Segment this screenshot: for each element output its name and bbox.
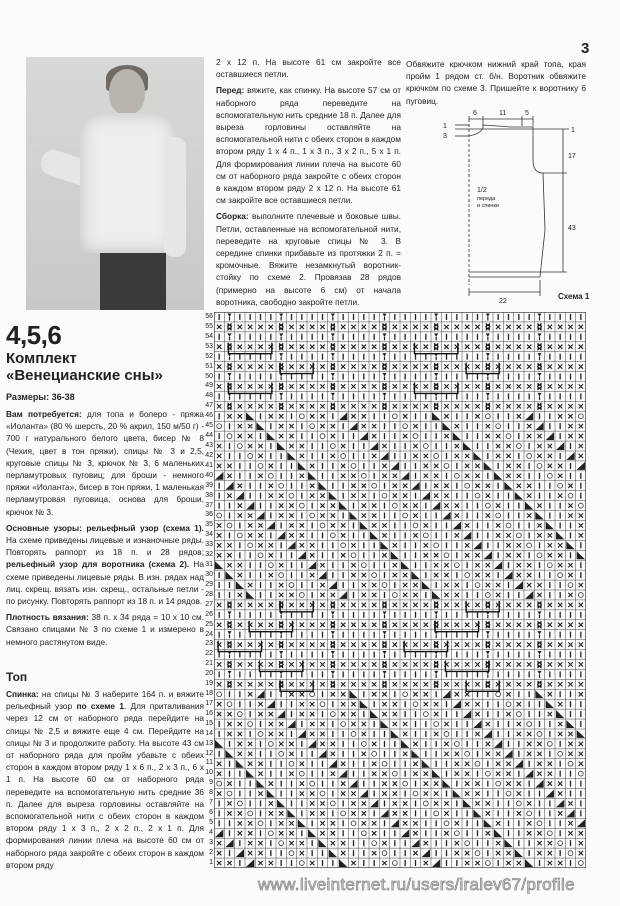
chart-row-label: 3 <box>209 838 213 846</box>
chart-row-label: 22 <box>205 650 213 658</box>
scheme-label: Схема 1 <box>558 292 590 301</box>
chart-row-label: 26 <box>205 610 213 618</box>
chart-row-label: 54 <box>205 332 213 340</box>
chart-row-label: 23 <box>205 640 213 648</box>
chart-row-label: 16 <box>205 709 213 717</box>
chart-row-label: 9 <box>209 779 213 787</box>
model-photo <box>26 57 204 310</box>
back-paragraph <box>6 688 204 871</box>
chart-row-label: 45 <box>205 422 213 430</box>
chart-row-label: 55 <box>205 322 213 330</box>
sizes-label: Размеры: 36-38 <box>6 392 75 402</box>
dim-shoulder-width: 11 <box>499 110 507 117</box>
chart-row-label: 48 <box>205 392 213 400</box>
assembly-label: Сборка: <box>216 211 249 222</box>
collar-label: рельефный узор для воротника (схема 2). <box>6 559 190 570</box>
chart-row-label: 7 <box>209 799 213 807</box>
left-column-bottom <box>6 688 204 875</box>
photo-head <box>109 69 145 115</box>
section-heading-top: Топ <box>6 670 28 684</box>
materials-text: для топа и болеро - пряжа «Иоланта» (80 % шерсть, 20 % акрил, 150 м/50 г) - 700 г натурального белого цвета, бисер № 8 (Чехия, цвет в тон пряжи), спицы № 3 и 2,5, круговые спицы № 3, крючок № 3, 6 маленьких перламутровых пуговиц; для броши - немного пряжи «Иоланта», бисер в тон пряжи, 1 маленькая перламутровая пуговица, основа для броши, крючок № 3. <box>6 409 204 517</box>
patterns-text: На схеме приведены лицевые и изнаночные ряды. Повторять раппорт из 18 п. и 28 рядов; <box>6 535 204 558</box>
photo-arm-right <box>164 137 186 257</box>
knitting-chart-grid <box>214 312 586 868</box>
front-label: Перед: <box>216 85 245 96</box>
page-number: 3 <box>581 40 590 57</box>
chart-row-label: 20 <box>205 670 213 678</box>
chart-row-label: 47 <box>205 402 213 410</box>
chart-row-label: 28 <box>205 590 213 598</box>
schematic-drawing <box>425 100 620 310</box>
chart-row-label: 11 <box>205 759 213 767</box>
back-continued: 2 х 12 п. На высоте 61 см закройте все оставшиеся петли. <box>216 57 401 80</box>
back-label: Спинка: <box>6 689 39 699</box>
chart-row-label: 1 <box>209 858 213 866</box>
dim-right-top: 1 <box>571 127 575 134</box>
chart-row-label: 4 <box>209 828 213 836</box>
chart-row-label: 13 <box>205 739 213 747</box>
watermark: www.liveinternet.ru/users/iralev67/profile <box>258 875 575 894</box>
chart-row-label: 15 <box>205 719 213 727</box>
chart-row-label: 25 <box>205 620 213 628</box>
dim-neck-width: 6 <box>473 110 477 117</box>
chart-row-label: 49 <box>205 382 213 390</box>
assembly-paragraph <box>216 210 401 308</box>
chart-row-label: 32 <box>205 551 213 559</box>
chart-row-label: 40 <box>205 471 213 479</box>
title-line-2: «Венецианские сны» <box>6 367 163 384</box>
back-text-1: на спицы № 3 наберите 164 п. и вяжите рельефный узор <box>6 689 204 712</box>
gauge-label: Плотность вязания: <box>6 612 89 623</box>
patterns-paragraph <box>6 522 204 607</box>
chart-row-label: 38 <box>205 491 213 499</box>
chart-row-label: 52 <box>205 352 213 360</box>
chart-row-label: 51 <box>205 362 213 370</box>
chart-row-label: 36 <box>205 511 213 519</box>
chart-row-label: 12 <box>205 749 213 757</box>
chart-row-label: 29 <box>205 580 213 588</box>
knitting-chart <box>214 312 586 868</box>
chart-row-label: 5 <box>209 819 213 827</box>
chart-row-label: 56 <box>205 313 213 320</box>
chart-row-label: 35 <box>205 521 213 529</box>
dim-body-height: 43 <box>568 225 576 232</box>
dim-neck-depth: 3 <box>443 133 447 140</box>
photo-sweater <box>80 113 176 253</box>
chart-row-label: 19 <box>205 680 213 688</box>
chart-row-label: 10 <box>205 769 213 777</box>
chart-row-label: 50 <box>205 372 213 380</box>
assembly-text: выполните плечевые и боковые швы. Петли, оставленные на вспомогательной нити, переведите на круговые спицы № 3. В середине спинки прибавьте из протяжки 2 п. = кромочные. Вяжите незамкнутый воротник-стойку по схеме 2. Провязав 28 рядов (примерно на высоте 6 см) от начала воротника, свободно закройте петли. <box>216 211 401 307</box>
chart-row-label: 39 <box>205 481 213 489</box>
finishing-text: Обвяжите крючком нижний край топа, края пройм 1 рядом ст. б/н. Воротник обвяжите крючком по схеме 3. Пришейте к воротнику 6 пуговиц. <box>406 59 586 106</box>
chart-row-label: 24 <box>205 630 213 638</box>
title-line-1: Комплект <box>6 350 77 367</box>
chart-row-label: 43 <box>205 441 213 449</box>
chart-row-label: 2 <box>209 848 213 856</box>
chart-row-label: 42 <box>205 451 213 459</box>
left-column-top <box>6 408 204 652</box>
chart-row-label: 21 <box>205 660 213 668</box>
back-scheme-ref: по схеме 1 <box>76 701 124 712</box>
piece-label-2: переда <box>477 196 496 202</box>
dim-left-top: 1 <box>443 123 447 130</box>
gauge-paragraph <box>6 611 204 648</box>
photo-trousers <box>100 253 166 310</box>
gauge-text: 38 п. х 34 ряда = 10 х 10 см. Связано спицами № 3 по схеме 1 и измерено в немного растянутом виде. <box>6 612 205 647</box>
chart-row-label: 37 <box>205 501 213 509</box>
model-numbers: 4,5,6 <box>6 320 62 350</box>
article-title <box>6 350 163 384</box>
dim-armhole-width: 5 <box>525 110 529 117</box>
chart-row-label: 44 <box>205 432 213 440</box>
chart-row-label: 41 <box>205 461 213 469</box>
chart-row-label: 14 <box>205 729 213 737</box>
chart-row-label: 8 <box>209 789 213 797</box>
back-text-2: . Для приталивания через 12 см от наборного ряда перейдите на спицы № 2,5 и вяжите еще 4 см. Перейдите на спицы № 3 и продолжите работу. На высоте 43 см от наборного ряда для пройм убавьте с обеих сторон в каждом втором ряду 1 х 6 п., 2 х 3 п., 6 х 1 п. На высоте 60 см от наборного ряда переведите на вспомогательную нить средние 36 п. Далее для выреза горловины оставляйте на вспомогательной нити с обеих сторон в каждом втором ряду 1 х 3 п., 2 х 2 п., 2 х 1 п. Для формирования линии плеча на высоте 60 см от наборного ряда закройте с обеих сторон в каждом втором ряду <box>6 701 204 870</box>
chart-row-label: 18 <box>205 690 213 698</box>
collar-text: На схеме приведены лицевые ряды. В изн. рядах над лиц. скрещ. вязать изн. скрещ., остальные петли - по рисунку. Повторять раппорт из 18 п. и 14 рядов. <box>6 559 204 607</box>
piece-label-3: и спинки <box>477 203 499 209</box>
dim-bottom-width: 22 <box>499 298 507 305</box>
chart-row-label: 30 <box>205 570 213 578</box>
chart-row-label: 6 <box>209 809 213 817</box>
materials-label: Вам потребуется: <box>6 409 82 419</box>
chart-row-label: 46 <box>205 412 213 420</box>
front-paragraph <box>216 84 401 206</box>
patterns-label: Основные узоры: рельефный узор (схема 1). <box>6 522 204 533</box>
chart-row-label: 17 <box>205 699 213 707</box>
dim-armhole-height: 17 <box>568 153 576 160</box>
materials-paragraph <box>6 408 204 518</box>
middle-column <box>216 56 401 312</box>
chart-row-label: 27 <box>205 600 213 608</box>
chart-row-label: 53 <box>205 342 213 350</box>
garment-schematic <box>425 100 620 310</box>
piece-label-1: 1/2 <box>477 187 487 194</box>
chart-row-labels <box>199 312 214 868</box>
front-text: вяжите, как спинку. На высоте 57 см от наборного ряда переведите на вспомогательную нить средние 18 п. Далее для выреза горловины оставляйте на вспомогательной нити с обеих сторон в каждом втором ряду 1 х 4 п., 1 х 3 п., 3 х 2 п., 5 х 1 п. Для формирования линии плеча на высоте 60 см от наборного ряда закройте с обеих сторон в каждом втором ряду 2 х 12 п. На высоте 61 см закройте все оставшиеся петли. <box>216 85 401 206</box>
chart-row-label: 31 <box>205 561 213 569</box>
chart-row-label: 33 <box>205 541 213 549</box>
chart-row-label: 34 <box>205 531 213 539</box>
